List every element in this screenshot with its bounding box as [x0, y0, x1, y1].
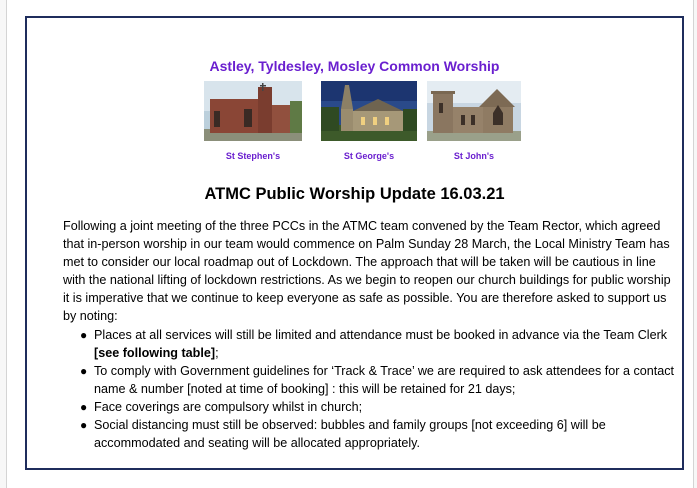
bullet-text: Face coverings are compulsory whilst in church;	[94, 399, 363, 414]
bullet-suffix: ;	[215, 345, 219, 360]
bullet-text: Places at all services will still be limited and attendance must be booked in advance via the Team Clerk	[94, 327, 668, 342]
bullet-text: To comply with Government guidelines for ‘Track & Trace’ we are required to ask attendees for a contact name & number [noted at time of booking] : this will be retained for 21 days;	[94, 363, 675, 396]
church-caption: St George's	[343, 151, 395, 161]
notice-body	[63, 217, 675, 452]
church-caption: St Stephen's	[225, 151, 281, 161]
bullet-icon: ●	[80, 327, 88, 342]
list-item	[63, 326, 675, 362]
bullet-emphasis: [see following table]	[94, 345, 216, 360]
church-photo-st-stephens	[204, 81, 302, 141]
list-item	[63, 362, 675, 398]
page-margin-left	[0, 0, 7, 488]
banner-heading: Astley, Tyldesley, Mosley Common Worship	[209, 58, 500, 74]
church-photo-st-georges	[321, 81, 417, 141]
bullet-icon: ●	[80, 418, 88, 433]
document-title: ATMC Public Worship Update 16.03.21	[204, 185, 505, 203]
bullet-list	[63, 326, 675, 453]
page-margin-right	[693, 0, 697, 488]
bullet-text: Social distancing must still be observed: bubbles and family groups [not exceeding 6] will be accommodated and seating will be allocated appropriately.	[94, 418, 606, 451]
list-item	[63, 416, 675, 452]
church-caption: St John's	[453, 151, 495, 161]
intro-paragraph: Following a joint meeting of the three PCCs in the ATMC team convened by the Team Rector, which agreed that in-person worship in our team would commence on Palm Sunday 28 March, the Local Ministry Team has met to consider our local roadmap out of Lockdown. The approach that will be taken will be cautious in line with the national lifting of lockdown restrictions. As we begin to reopen our church buildings for public worship it is imperative that we continue to keep everyone as safe as possible. You are therefore asked to support us by noting:	[63, 219, 671, 324]
bullet-icon: ●	[80, 399, 88, 414]
list-item	[63, 398, 675, 416]
church-photo-st-johns	[427, 81, 521, 141]
notice-frame	[25, 16, 684, 470]
bullet-icon: ●	[80, 363, 88, 378]
